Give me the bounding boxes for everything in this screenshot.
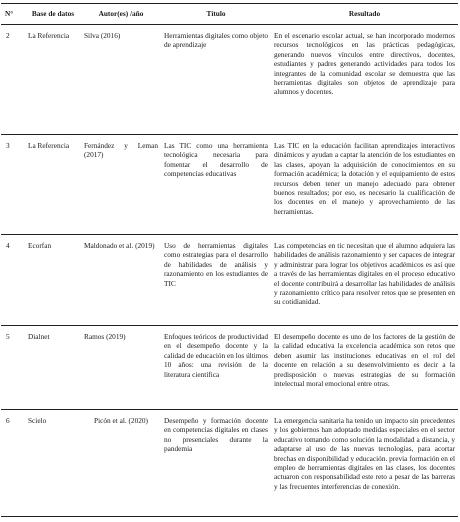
table-row <box>1 235 458 326</box>
table-header <box>1 4 458 25</box>
literature-review-table <box>1 3 458 517</box>
row-result: Las competencias en tic necesitan que el alumno adquiera las habilidades de análisis razonamiento y ser capaces de integrar y administrar para lograr los objetivos académicos es así que a través de las herramientas digitales en el proceso educativo el docente contribuirá a desarrollar las habilidades de análisis y razonamiento crítico para resolver retos que se presenten en su cotidianidad. <box>271 235 458 326</box>
row-number: 5 <box>1 326 25 410</box>
row-number: 3 <box>1 135 25 235</box>
row-database: Dialnet <box>25 326 81 410</box>
table-row <box>1 410 458 517</box>
row-number: 4 <box>1 235 25 326</box>
row-result: En el escenario escolar actual, se han incorporado modernos recursos tecnológicos en las prácticas pedagógicas, generando nuevos vínculos entre directivos, docentes, estudiantes y padres generando actividades para todos los integrantes de la comunidad escolar se demuestra que las herramientas digitales son objetos de aprendizaje para alumnos y docentes. <box>271 25 458 135</box>
row-author: Picón et al. (2020) <box>81 410 161 517</box>
header-number: N° <box>1 4 25 25</box>
row-database: Scielo <box>25 410 81 517</box>
row-database: La Referencia <box>25 135 81 235</box>
header-title: Título <box>161 4 271 25</box>
row-author: Silva (2016) <box>81 25 161 135</box>
header-author-year: Autor(es) /año <box>81 4 161 25</box>
header-row <box>1 4 458 25</box>
row-result: El desempeño docente es uno de los factores de la gestión de la calidad educativa la excelencia académica son retos que deben asumir las instituciones educativas en el rol del docente en relación a su desenvolvimiento es decir a la predisposición o nuevas estrategias de su formación intelectual moral emocional entre otras. <box>271 326 458 410</box>
row-number: 6 <box>1 410 25 517</box>
header-database: Base de datos <box>25 4 81 25</box>
row-title: Desempeño y formación docente en competencias digitales en clases no presenciales durante la pandemia <box>161 410 271 517</box>
header-result: Resultado <box>271 4 458 25</box>
row-title: Uso de herramientas digitales como estrategias para el desarrollo de habilidades de análisis y razonamiento en los estudiantes de TIC <box>161 235 271 326</box>
row-title: Herramientas digitales como objeto de aprendizaje <box>161 25 271 135</box>
table-row <box>1 25 458 135</box>
table-body <box>1 25 458 517</box>
row-author: Ramos (2019) <box>81 326 161 410</box>
row-result: Las TIC en la educación facilitan aprendizajes interactivos dinámicos y ayudan a captar la atención de los estudiantes en las clases, apoyan la adquisición de conocimientos en su formación académica; la dotación y el equipamiento de estos recursos deben tener un manejo adecuado para obtener buenos resultados; por eso, es necesario la cualificación de los docentes en el manejo y aprovechamiento de las herramientas. <box>271 135 458 235</box>
row-title: Enfoques teóricos de productividad en el desempeño docente y la calidad de educación en los últimos 10 años: una revisión de la literatura científica <box>161 326 271 410</box>
row-author: Fernández y Leman (2017) <box>81 135 161 235</box>
table-row <box>1 135 458 235</box>
row-title: Las TIC como una herramienta tecnológica necesaria para fomentar el desarrollo de competencias educativas <box>161 135 271 235</box>
table-row <box>1 326 458 410</box>
row-author: Maldonado et al. (2019) <box>81 235 161 326</box>
row-database: Ecorfan <box>25 235 81 326</box>
row-number: 2 <box>1 25 25 135</box>
row-database: La Referencia <box>25 25 81 135</box>
row-result: La emergencia sanitaria ha tenido un impacto sin precedentes y los gobiernos han adoptado medidas especiales en el sector educativo tomando como solución la modalidad a distancia, y adaptarse al uso de las nuevas tecnologías, para acortar brechas en disponibilidad y educación. previa formación en el empleo de herramientas digitales en las clases, los docentes actuaron con responsabilidad este reto a pesar de las barreras y las frecuentes interferencias de conexión. <box>271 410 458 517</box>
